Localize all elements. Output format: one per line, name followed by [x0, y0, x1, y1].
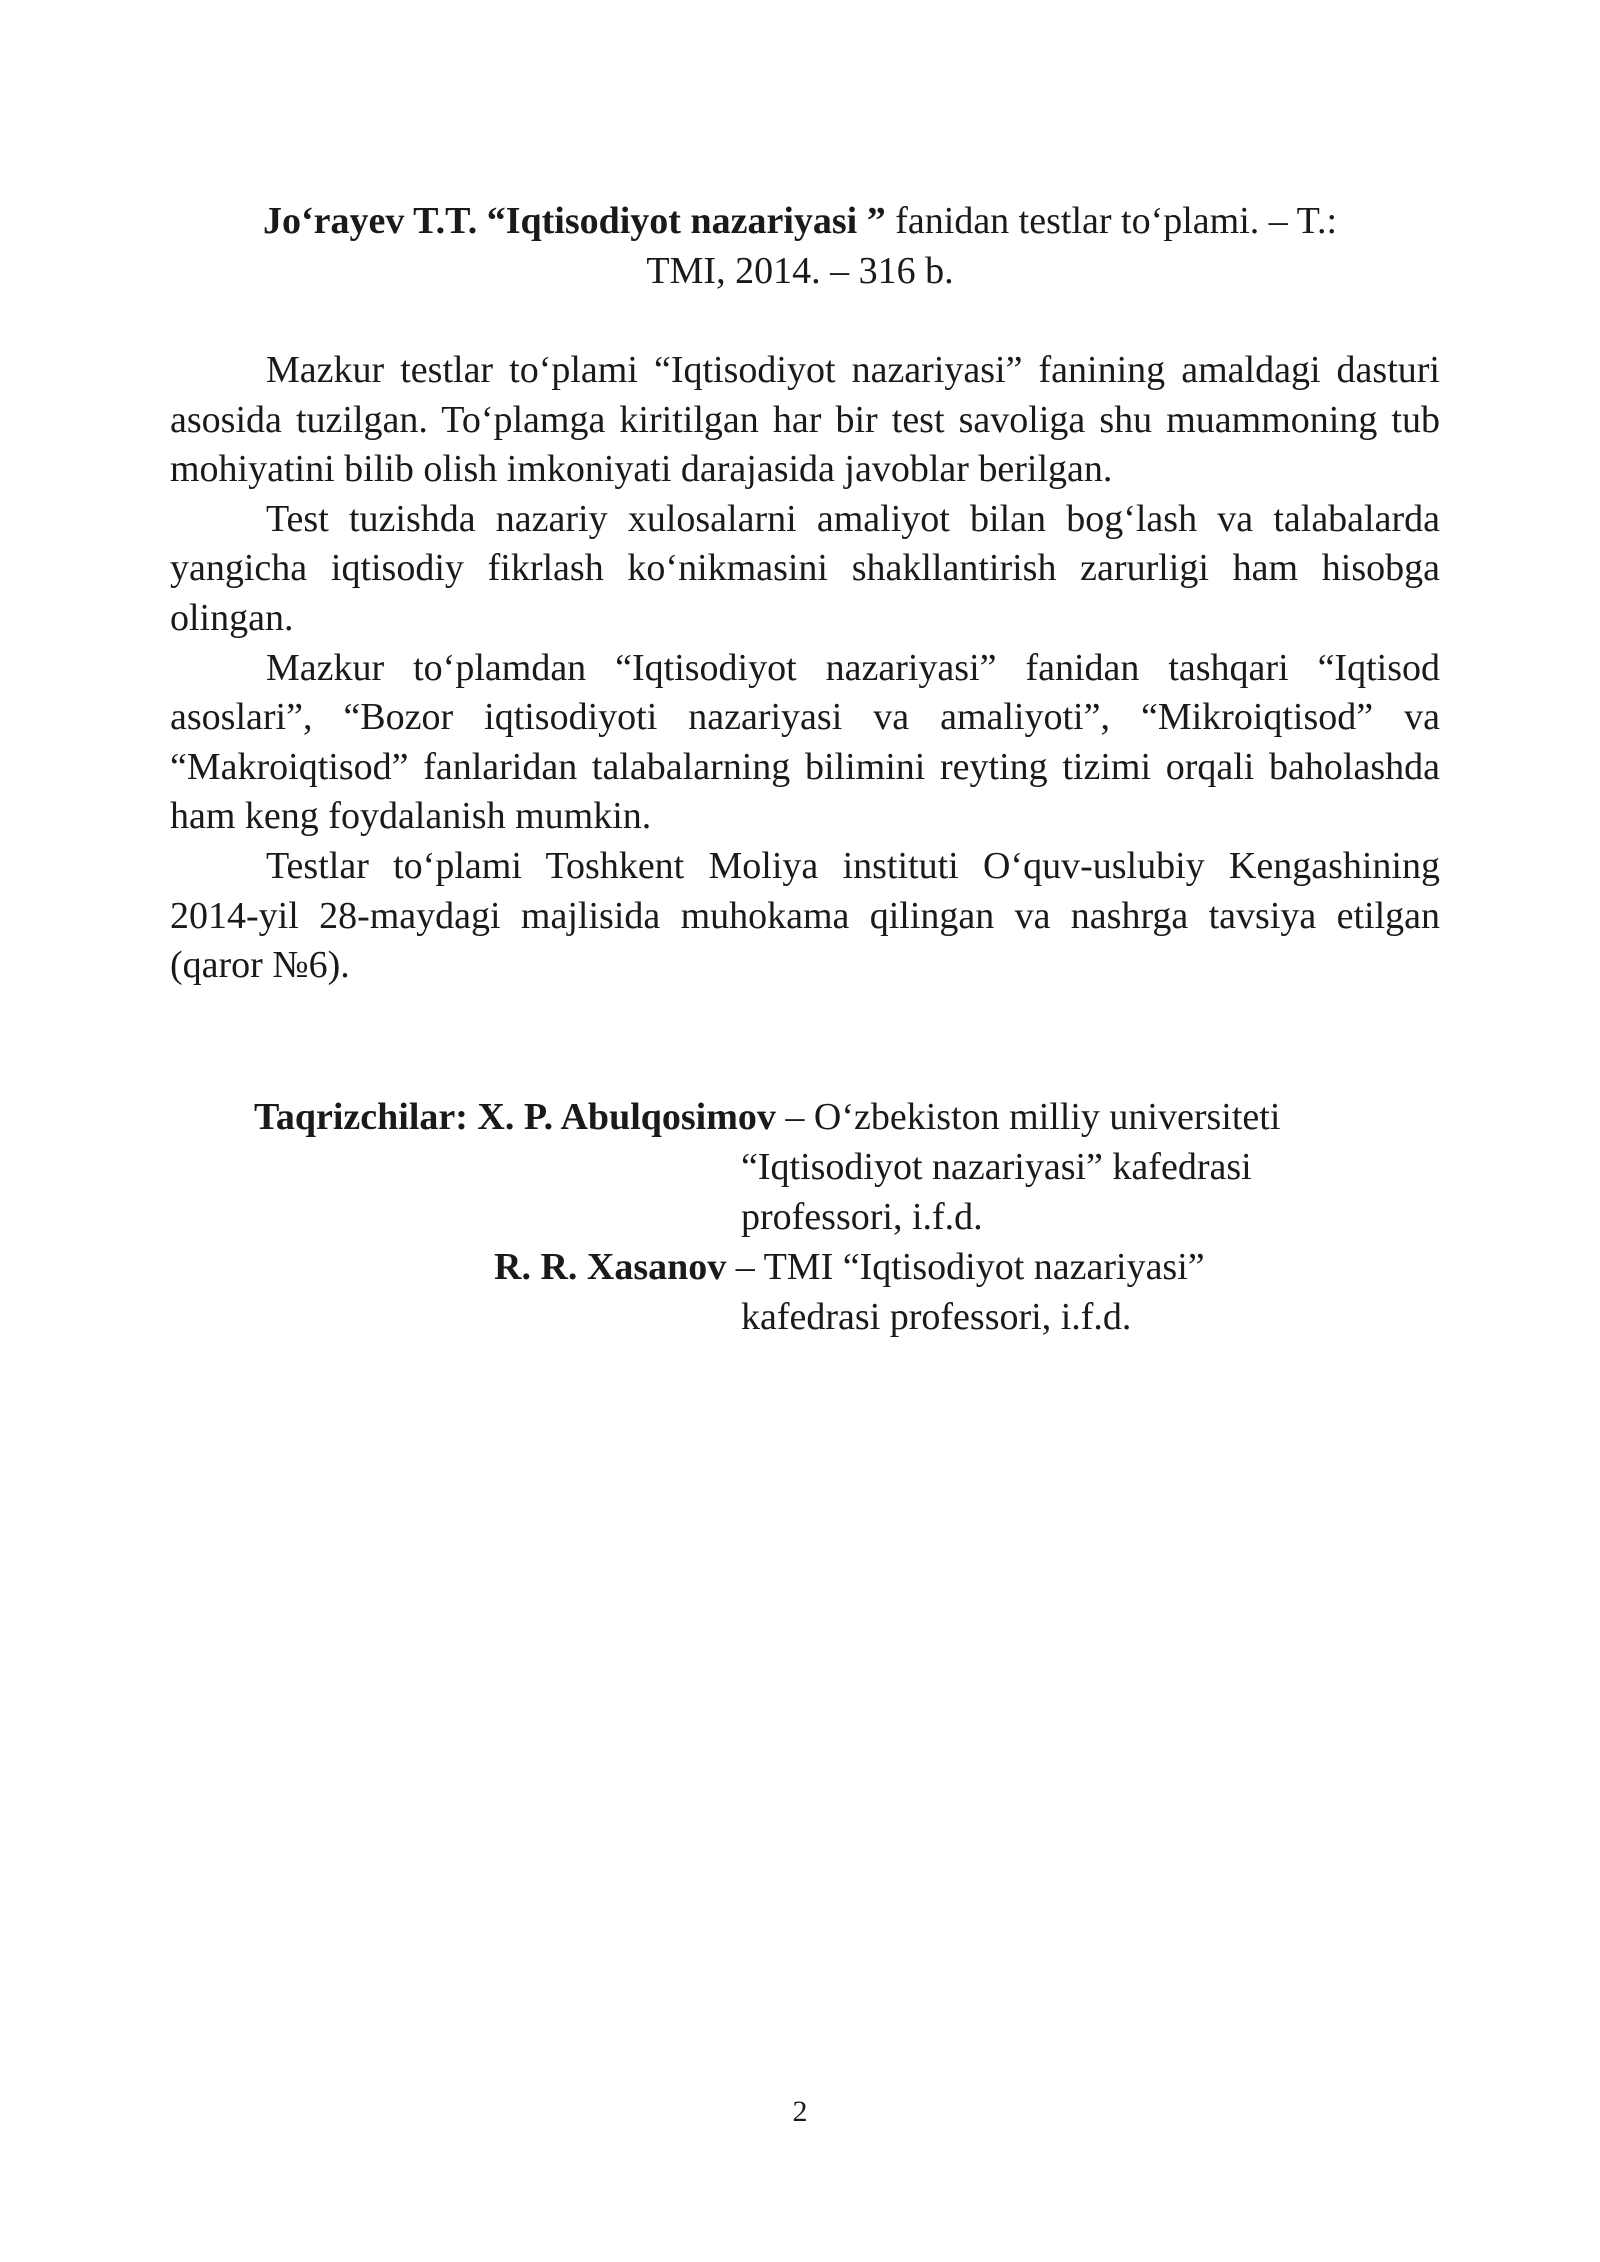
paragraph-3: Mazkur to‘plamdan “Iqtisodiyot nazariyasi” fanidan tashqari “Iqtisod asoslari”, “Bozor iqtisodiyoti nazariyasi va amaliyoti”, “Mikroiqtisod” va “Makroiqtisod” fanlaridan talabalarning bilimini reyting tizimi orqali baholashda ham keng foydalanish mumkin.: [170, 646, 1440, 838]
reviewers-label: Taqrizchilar:: [254, 1096, 468, 1138]
reviewer-1-line-1: [254, 1092, 1280, 1142]
reviewer-2-line-1: [494, 1242, 1205, 1292]
citation-line-1: [170, 196, 1430, 246]
page-number: 2: [792, 2095, 808, 2128]
reviewer-2-name: R. R. Xasanov: [494, 1246, 727, 1288]
reviewer-1-line-3: professori, i.f.d.: [741, 1196, 983, 1238]
reviewer-2-affiliation: – TMI “Iqtisodiyot nazariyasi”: [726, 1246, 1205, 1288]
reviewer-1-affiliation: – O‘zbekiston milliy universiteti: [775, 1096, 1281, 1138]
citation-details: fanidan testlar to‘plami. – T.:: [885, 200, 1338, 242]
citation-author-title: Jo‘rayev T.T. “Iqtisodiyot nazariyasi ”: [262, 200, 886, 242]
paragraph-1: Mazkur testlar to‘plami “Iqtisodiyot nazariyasi” fanining amaldagi dasturi asosida tuzilgan. To‘plamga kiritilgan har bir test savoliga shu muammoning tub mohiyatini bilib olish imkoniyati darajasida javoblar berilgan.: [170, 349, 1440, 491]
citation-line-2: TMI, 2014. – 316 b.: [646, 250, 954, 292]
bibliographic-citation: [170, 196, 1430, 296]
reviewer-1-name: X. P. Abulqosimov: [477, 1096, 776, 1138]
reviewer-2-line-2: kafedrasi professori, i.f.d.: [741, 1296, 1132, 1338]
paragraph-2: Test tuzishda nazariy xulosalarni amaliyot bilan bog‘lash va talabalarda yangicha iqtisodiy fikrlash ko‘nikmasini shakllantirish zarurligi ham hisobga olingan.: [170, 497, 1440, 639]
reviewer-1-line-2: “Iqtisodiyot nazariyasi” kafedrasi: [741, 1146, 1252, 1188]
paragraph-4: Testlar to‘plami Toshkent Moliya instituti O‘quv-uslubiy Kengashining 2014-yil 28-maydagi majlisida muhokama qilingan va nashrga tavsiya etilgan (qaror №6).: [170, 844, 1440, 987]
annotation-text: [170, 346, 1440, 991]
